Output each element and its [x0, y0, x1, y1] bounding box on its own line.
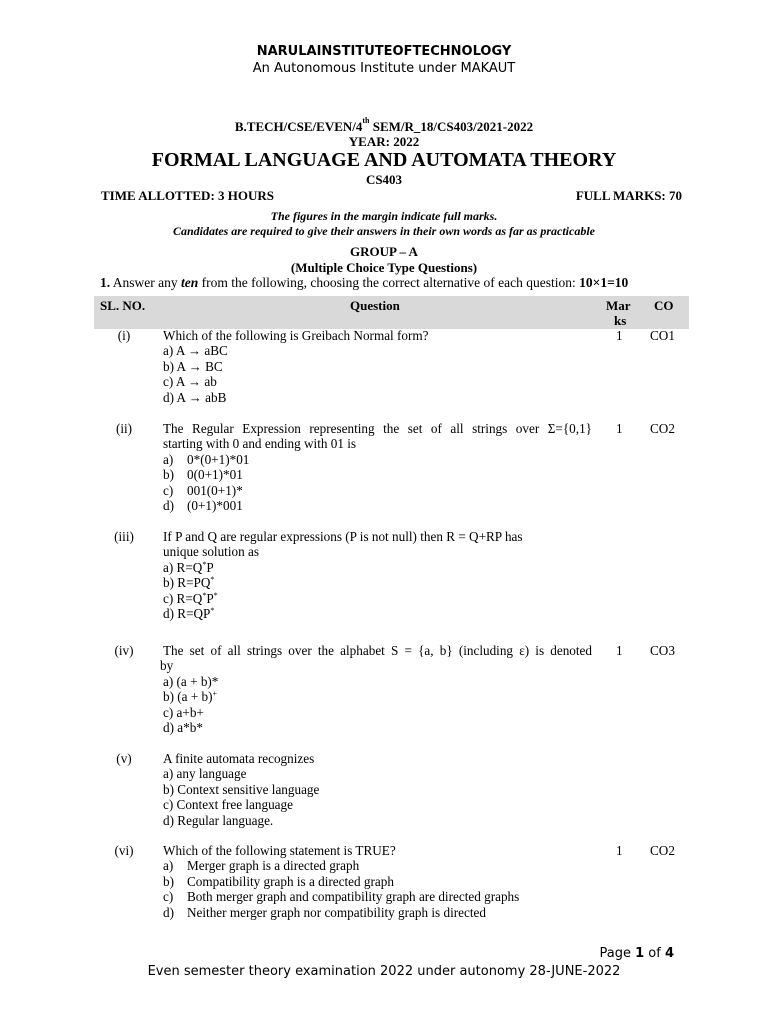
question-body	[160, 643, 592, 736]
question-number: (vi)	[114, 843, 134, 858]
question-number: (i)	[117, 328, 131, 343]
question-text: A finite automata recognizes	[163, 751, 315, 766]
question-body	[163, 843, 592, 920]
option-c: c) Both merger graph and compatibility graph are directed graphs	[163, 889, 520, 905]
question-number: (v)	[116, 751, 132, 766]
option-d: d) A → abB	[163, 389, 227, 405]
course-code	[0, 116, 768, 135]
question-body	[163, 751, 592, 828]
col-marks-1: Mar	[606, 298, 631, 313]
question-body	[163, 328, 592, 405]
option-b: b) (a + b)+	[163, 689, 218, 705]
course-code-post: SEM/R_18/CS403/2021-2022	[369, 119, 534, 134]
option-a: a) (a + b)*	[163, 673, 219, 689]
option-c: c) a+b+	[163, 704, 204, 720]
note-own-words: Candidates are required to give their answers in their own words as far as practicable	[172, 224, 596, 238]
col-sl-no: SL. NO.	[100, 298, 146, 313]
note-margin-marks: The figures in the margin indicate full marks.	[270, 209, 498, 223]
page-current: 1	[635, 946, 645, 961]
paper-title: FORMAL LANGUAGE AND AUTOMATA THEORY	[151, 149, 617, 171]
option-a: a) 0*(0+1)*01	[163, 451, 250, 467]
question-text: Which of the following is Greibach Normal form?	[163, 328, 429, 343]
course-code-pre: B.TECH/CSE/EVEN/4	[234, 119, 363, 134]
footer-text: Even semester theory examination 2022 under autonomy 28-JUNE-2022	[147, 964, 621, 979]
option-d: d) Neither merger graph nor compatibility graph is directed	[163, 904, 486, 920]
question-body	[163, 421, 592, 513]
option-a: a) Merger graph is a directed graph	[163, 858, 360, 874]
option-b: b) Compatibility graph is a directed graph	[163, 873, 394, 889]
question-number: (iii)	[114, 529, 134, 544]
subject-code: CS403	[365, 172, 403, 187]
question-text-line-1: The set of all strings over the alphabet S = {a, b} (including ε) is denoted	[163, 643, 592, 658]
course-code-sup: th	[362, 116, 370, 125]
option-b: b) A → BC	[163, 358, 223, 374]
question-number: (ii)	[115, 421, 133, 436]
option-c: c) A → ab	[163, 374, 217, 390]
option-c: c) R=Q*P*	[163, 590, 218, 606]
question-marks: 1	[616, 421, 623, 436]
instruction-number: 1.	[100, 275, 111, 290]
question-co: CO2	[650, 421, 675, 436]
option-list	[163, 858, 592, 920]
question-text-line-1: The Regular Expression representing the set of all strings over Σ={0,1}	[163, 421, 592, 436]
instruction-marks: 10×1=10	[579, 275, 629, 290]
instruction-post: from the following, choosing the correct alternative of each question:	[198, 275, 580, 290]
institute-name: NARULAINSTITUTEOFTECHNOLOGY	[256, 44, 512, 59]
option-d: d) a*b*	[163, 720, 203, 736]
option-d: d) Regular language.	[163, 812, 274, 828]
question-body	[163, 529, 592, 621]
question-text: Which of the following statement is TRUE?	[163, 843, 396, 858]
question-co: CO3	[650, 643, 675, 658]
question-text-line-1: If P and Q are regular expressions (P is not null) then R = Q+RP has	[163, 529, 523, 544]
question-marks: 1	[616, 328, 623, 343]
question-instruction	[100, 275, 628, 291]
option-a: a) A → aBC	[163, 343, 228, 359]
page-total: 4	[664, 946, 674, 961]
instruction-emphasis: ten	[181, 275, 199, 290]
exam-year: YEAR: 2022	[348, 134, 420, 149]
full-marks: FULL MARKS: 70	[575, 188, 682, 203]
group-name: GROUP – A	[350, 244, 418, 259]
question-co: CO1	[650, 328, 675, 343]
option-b: b) Context sensitive language	[163, 781, 320, 797]
question-number: (iv)	[114, 643, 134, 658]
option-d: d) R=QP*	[163, 606, 215, 622]
col-co: CO	[654, 298, 674, 313]
question-co: CO2	[650, 843, 675, 858]
option-a: a) R=Q*P	[163, 559, 214, 575]
option-d: d) (0+1)*001	[163, 498, 243, 514]
col-marks-2: ks	[614, 313, 627, 328]
option-a: a) any language	[163, 766, 247, 782]
time-allotted: TIME ALLOTTED: 3 HOURS	[101, 188, 275, 203]
option-list	[163, 452, 592, 514]
page-number: Page 1 of 4	[599, 946, 674, 961]
question-marks: 1	[616, 643, 623, 658]
option-b: b) R=PQ*	[163, 575, 215, 591]
option-c: c) 001(0+1)*	[163, 482, 243, 498]
col-question: Question	[350, 298, 400, 313]
option-c: c) Context free language	[163, 797, 293, 813]
group-type: (Multiple Choice Type Questions)	[290, 260, 478, 275]
question-marks: 1	[616, 843, 623, 858]
institute-subtitle: An Autonomous Institute under MAKAUT	[252, 61, 516, 76]
question-text-line-2: unique solution as	[163, 544, 259, 560]
table-header	[94, 296, 689, 329]
instruction-pre: Answer any	[110, 275, 181, 290]
question-text-line-2: by	[160, 658, 174, 674]
option-b: b) 0(0+1)*01	[163, 467, 243, 483]
question-text-line-2: starting with 0 and ending with 01 is	[163, 436, 357, 452]
